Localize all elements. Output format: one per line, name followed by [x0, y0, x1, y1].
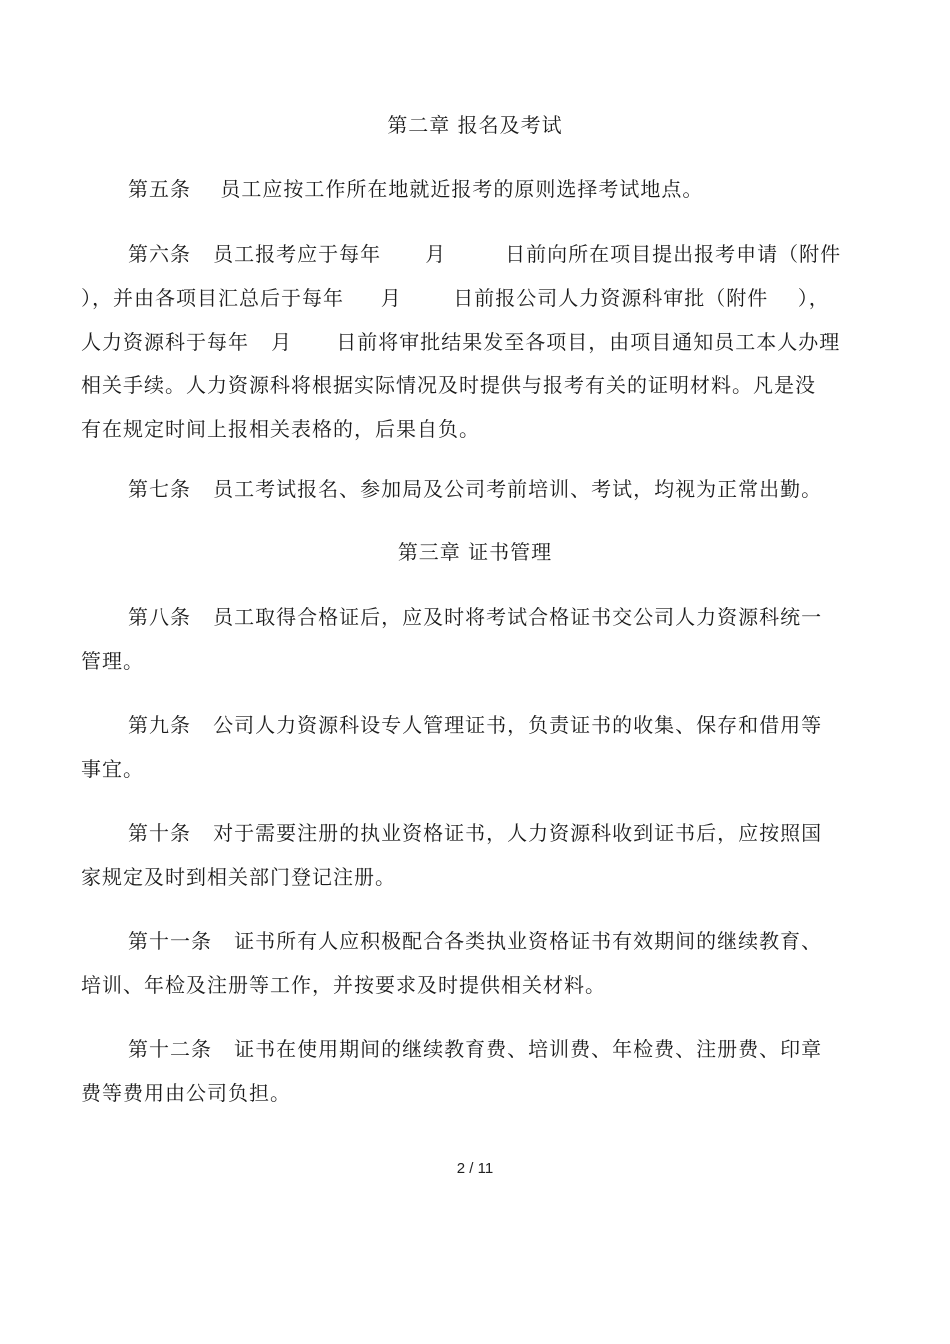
- chapter-2-title: 第二章 报名及考试: [387, 113, 563, 137]
- article-5-line-1: 第五条 员工应按工作所在地就近报考的原则选择考试地点。: [128, 177, 704, 201]
- chapter-3-title: 第三章 证书管理: [397, 540, 553, 564]
- article-6-line-5: 有在规定时间上报相关表格的，后果自负。: [81, 417, 480, 441]
- article-12-line-2: 费等费用由公司负担。: [81, 1081, 291, 1105]
- article-6-line-2: ），并由各项目汇总后于每年 月 日前报公司人力资源科审批（附件 ），: [81, 286, 830, 310]
- article-6-line-1: 第六条 员工报考应于每年 月 日前向所在项目提出报考申请（附件: [128, 242, 842, 266]
- article-10-line-1: 第十条 对于需要注册的执业资格证书，人力资源科收到证书后，应按照国: [128, 821, 823, 845]
- article-9-line-1: 第九条 公司人力资源科设专人管理证书，负责证书的收集、保存和借用等: [128, 713, 823, 737]
- article-7-line-1: 第七条 员工考试报名、参加局及公司考前培训、考试，均视为正常出勤。: [128, 477, 823, 501]
- article-8-line-1: 第八条 员工取得合格证后，应及时将考试合格证书交公司人力资源科统一: [128, 605, 823, 629]
- article-11-line-2: 培训、年检及注册等工作，并按要求及时提供相关材料。: [81, 973, 606, 997]
- article-6-line-3: 人力资源科于每年 月 日前将审批结果发至各项目，由项目通知员工本人办理: [81, 330, 841, 354]
- article-12-line-1: 第十二条 证书在使用期间的继续教育费、培训费、年检费、注册费、印章: [128, 1037, 823, 1061]
- article-11-line-1: 第十一条 证书所有人应积极配合各类执业资格证书有效期间的继续教育、: [128, 929, 823, 953]
- article-9-line-2: 事宜。: [81, 757, 144, 781]
- article-6-line-4: 相关手续。人力资源科将根据实际情况及时提供与报考有关的证明材料。凡是没: [81, 373, 816, 397]
- page-number: 2 / 11: [456, 1160, 494, 1177]
- article-10-line-2: 家规定及时到相关部门登记注册。: [81, 865, 396, 889]
- article-8-line-2: 管理。: [81, 649, 144, 673]
